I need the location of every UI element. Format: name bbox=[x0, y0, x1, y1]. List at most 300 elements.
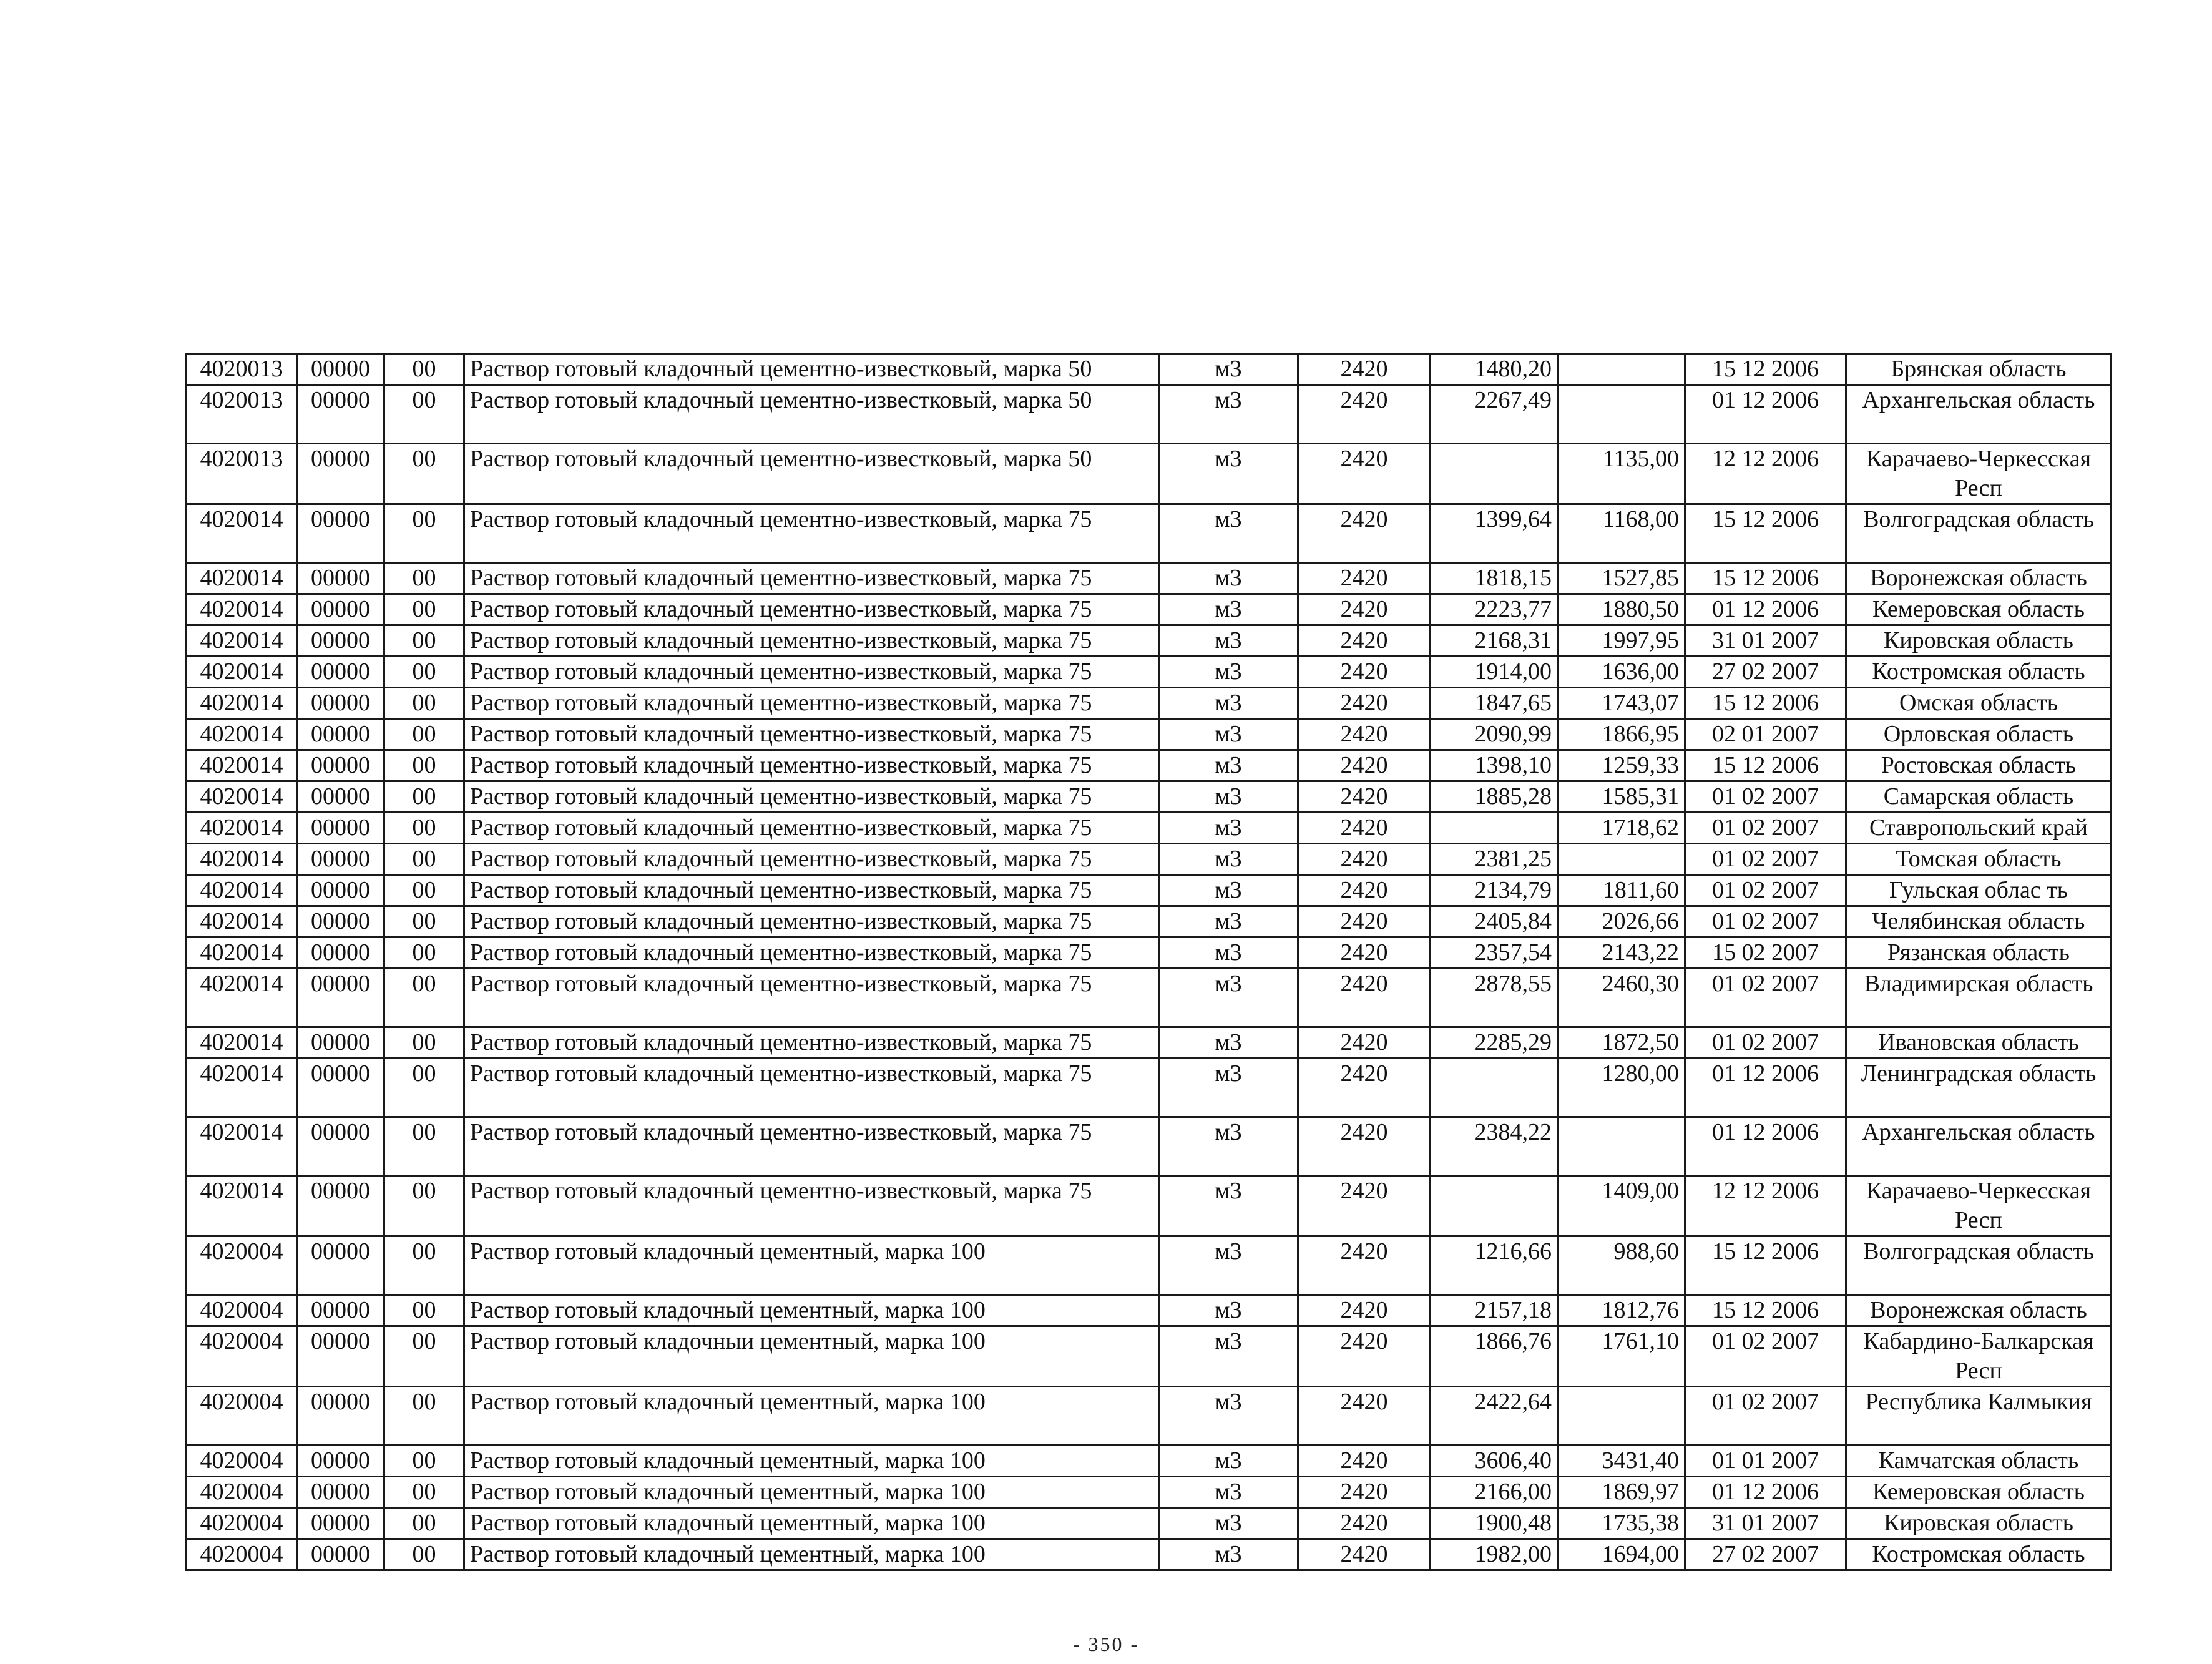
cell-product-name: Раствор готовый кладочный цементно-известковый, марка 75 bbox=[464, 875, 1159, 906]
cell-price-1 bbox=[1431, 813, 1558, 844]
cell-okved: 2420 bbox=[1298, 444, 1431, 504]
cell-version: 00 bbox=[384, 937, 464, 969]
cell-version: 00 bbox=[384, 1236, 464, 1295]
cell-version: 00 bbox=[384, 969, 464, 1027]
cell-code: 4020014 bbox=[187, 906, 297, 937]
cell-date: 01 12 2006 bbox=[1685, 1477, 1846, 1508]
cell-unit: м3 bbox=[1159, 781, 1298, 813]
cell-unit: м3 bbox=[1159, 504, 1298, 563]
table-row bbox=[187, 444, 2112, 504]
cell-region: Кемеровская область bbox=[1846, 594, 2112, 625]
cell-date: 27 02 2007 bbox=[1685, 1539, 1846, 1570]
cell-product-name: Раствор готовый кладочный цементный, марка 100 bbox=[464, 1539, 1159, 1570]
cell-okved: 2420 bbox=[1298, 969, 1431, 1027]
cell-region: Омская область bbox=[1846, 688, 2112, 719]
cell-version: 00 bbox=[384, 354, 464, 385]
cell-subcode: 00000 bbox=[297, 1027, 384, 1059]
cell-version: 00 bbox=[384, 563, 464, 594]
cell-region: Орловская область bbox=[1846, 719, 2112, 750]
cell-unit: м3 bbox=[1159, 719, 1298, 750]
cell-product-name: Раствор готовый кладочный цементный, марка 100 bbox=[464, 1508, 1159, 1539]
cell-region: Волгоградская область bbox=[1846, 1236, 2112, 1295]
cell-version: 00 bbox=[384, 1027, 464, 1059]
cell-price-2: 1585,31 bbox=[1558, 781, 1685, 813]
table-row bbox=[187, 1236, 2112, 1295]
cell-price-1 bbox=[1431, 444, 1558, 504]
cell-price-2 bbox=[1558, 385, 1685, 444]
cell-price-2: 1811,60 bbox=[1558, 875, 1685, 906]
cell-version: 00 bbox=[384, 504, 464, 563]
cell-code: 4020004 bbox=[187, 1387, 297, 1446]
cell-okved: 2420 bbox=[1298, 844, 1431, 875]
cell-date: 01 02 2007 bbox=[1685, 1387, 1846, 1446]
cell-price-1: 1480,20 bbox=[1431, 354, 1558, 385]
cell-unit: м3 bbox=[1159, 385, 1298, 444]
cell-version: 00 bbox=[384, 385, 464, 444]
table-row bbox=[187, 688, 2112, 719]
cell-version: 00 bbox=[384, 444, 464, 504]
cell-region: Архангельская область bbox=[1846, 385, 2112, 444]
cell-region: Ставропольский край bbox=[1846, 813, 2112, 844]
cell-region: Ростовская область bbox=[1846, 750, 2112, 781]
cell-code: 4020004 bbox=[187, 1236, 297, 1295]
cell-price-1 bbox=[1431, 1176, 1558, 1236]
cell-product-name: Раствор готовый кладочный цементно-известковый, марка 75 bbox=[464, 1027, 1159, 1059]
cell-okved: 2420 bbox=[1298, 1236, 1431, 1295]
cell-product-name: Раствор готовый кладочный цементно-известковый, марка 75 bbox=[464, 844, 1159, 875]
cell-unit: м3 bbox=[1159, 563, 1298, 594]
table-row bbox=[187, 875, 2112, 906]
cell-date: 15 12 2006 bbox=[1685, 354, 1846, 385]
cell-code: 4020014 bbox=[187, 1027, 297, 1059]
cell-unit: м3 bbox=[1159, 813, 1298, 844]
cell-subcode: 00000 bbox=[297, 1236, 384, 1295]
cell-unit: м3 bbox=[1159, 1236, 1298, 1295]
cell-price-1: 2090,99 bbox=[1431, 719, 1558, 750]
cell-subcode: 00000 bbox=[297, 504, 384, 563]
cell-date: 01 02 2007 bbox=[1685, 1027, 1846, 1059]
cell-date: 15 12 2006 bbox=[1685, 563, 1846, 594]
cell-product-name: Раствор готовый кладочный цементно-известковый, марка 75 bbox=[464, 750, 1159, 781]
cell-subcode: 00000 bbox=[297, 750, 384, 781]
cell-subcode: 00000 bbox=[297, 688, 384, 719]
cell-price-1: 1885,28 bbox=[1431, 781, 1558, 813]
cell-product-name: Раствор готовый кладочный цементно-известковый, марка 75 bbox=[464, 594, 1159, 625]
cell-price-1: 1818,15 bbox=[1431, 563, 1558, 594]
cell-price-2: 1866,95 bbox=[1558, 719, 1685, 750]
cell-version: 00 bbox=[384, 594, 464, 625]
cell-date: 01 12 2006 bbox=[1685, 594, 1846, 625]
cell-date: 15 12 2006 bbox=[1685, 688, 1846, 719]
cell-product-name: Раствор готовый кладочный цементно-известковый, марка 75 bbox=[464, 563, 1159, 594]
table-row bbox=[187, 354, 2112, 385]
cell-subcode: 00000 bbox=[297, 657, 384, 688]
cell-version: 00 bbox=[384, 688, 464, 719]
table-row bbox=[187, 1027, 2112, 1059]
cell-product-name: Раствор готовый кладочный цементно-известковый, марка 75 bbox=[464, 1059, 1159, 1117]
cell-okved: 2420 bbox=[1298, 719, 1431, 750]
cell-unit: м3 bbox=[1159, 688, 1298, 719]
cell-region: Карачаево-Черкесская Респ bbox=[1846, 444, 2112, 504]
cell-price-2: 1735,38 bbox=[1558, 1508, 1685, 1539]
cell-price-1: 2405,84 bbox=[1431, 906, 1558, 937]
cell-okved: 2420 bbox=[1298, 1059, 1431, 1117]
cell-okved: 2420 bbox=[1298, 1387, 1431, 1446]
cell-subcode: 00000 bbox=[297, 444, 384, 504]
cell-price-2 bbox=[1558, 354, 1685, 385]
cell-okved: 2420 bbox=[1298, 1295, 1431, 1326]
cell-date: 01 02 2007 bbox=[1685, 969, 1846, 1027]
cell-price-1: 1847,65 bbox=[1431, 688, 1558, 719]
cell-subcode: 00000 bbox=[297, 969, 384, 1027]
table-row bbox=[187, 750, 2112, 781]
cell-region: Кабардино-Балкарская Респ bbox=[1846, 1326, 2112, 1387]
cell-version: 00 bbox=[384, 1176, 464, 1236]
cell-subcode: 00000 bbox=[297, 1539, 384, 1570]
cell-code: 4020013 bbox=[187, 444, 297, 504]
cell-date: 15 12 2006 bbox=[1685, 1295, 1846, 1326]
cell-unit: м3 bbox=[1159, 844, 1298, 875]
cell-price-1: 2285,29 bbox=[1431, 1027, 1558, 1059]
cell-code: 4020004 bbox=[187, 1477, 297, 1508]
price-table bbox=[185, 353, 2112, 1571]
cell-subcode: 00000 bbox=[297, 1117, 384, 1176]
cell-okved: 2420 bbox=[1298, 657, 1431, 688]
table-row bbox=[187, 657, 2112, 688]
cell-code: 4020014 bbox=[187, 813, 297, 844]
cell-price-1: 1216,66 bbox=[1431, 1236, 1558, 1295]
cell-price-1: 1866,76 bbox=[1431, 1326, 1558, 1387]
cell-price-1: 2267,49 bbox=[1431, 385, 1558, 444]
cell-subcode: 00000 bbox=[297, 1477, 384, 1508]
cell-unit: м3 bbox=[1159, 1387, 1298, 1446]
cell-unit: м3 bbox=[1159, 625, 1298, 657]
cell-subcode: 00000 bbox=[297, 844, 384, 875]
table-row bbox=[187, 1117, 2112, 1176]
cell-region: Воронежская область bbox=[1846, 563, 2112, 594]
cell-price-1: 2168,31 bbox=[1431, 625, 1558, 657]
table-row bbox=[187, 969, 2112, 1027]
cell-region: Карачаево-Черкесская Респ bbox=[1846, 1176, 2112, 1236]
cell-subcode: 00000 bbox=[297, 875, 384, 906]
cell-subcode: 00000 bbox=[297, 1446, 384, 1477]
cell-date: 01 02 2007 bbox=[1685, 875, 1846, 906]
cell-product-name: Раствор готовый кладочный цементно-известковый, марка 75 bbox=[464, 625, 1159, 657]
cell-product-name: Раствор готовый кладочный цементный, марка 100 bbox=[464, 1387, 1159, 1446]
cell-version: 00 bbox=[384, 1539, 464, 1570]
cell-price-2: 1168,00 bbox=[1558, 504, 1685, 563]
cell-region: Кировская область bbox=[1846, 625, 2112, 657]
cell-unit: м3 bbox=[1159, 750, 1298, 781]
cell-product-name: Раствор готовый кладочный цементный, марка 100 bbox=[464, 1236, 1159, 1295]
cell-date: 15 12 2006 bbox=[1685, 750, 1846, 781]
cell-date: 01 02 2007 bbox=[1685, 781, 1846, 813]
cell-code: 4020014 bbox=[187, 844, 297, 875]
cell-subcode: 00000 bbox=[297, 1295, 384, 1326]
cell-price-2: 1743,07 bbox=[1558, 688, 1685, 719]
table-row bbox=[187, 385, 2112, 444]
cell-price-1: 1399,64 bbox=[1431, 504, 1558, 563]
cell-okved: 2420 bbox=[1298, 813, 1431, 844]
cell-code: 4020014 bbox=[187, 594, 297, 625]
cell-product-name: Раствор готовый кладочный цементно-известковый, марка 75 bbox=[464, 657, 1159, 688]
cell-price-1: 1914,00 bbox=[1431, 657, 1558, 688]
cell-code: 4020014 bbox=[187, 969, 297, 1027]
cell-date: 15 12 2006 bbox=[1685, 1236, 1846, 1295]
cell-unit: м3 bbox=[1159, 1508, 1298, 1539]
cell-okved: 2420 bbox=[1298, 1326, 1431, 1387]
cell-region: Костромская область bbox=[1846, 1539, 2112, 1570]
cell-region: Кировская область bbox=[1846, 1508, 2112, 1539]
cell-date: 01 02 2007 bbox=[1685, 906, 1846, 937]
cell-region: Костромская область bbox=[1846, 657, 2112, 688]
cell-subcode: 00000 bbox=[297, 594, 384, 625]
cell-subcode: 00000 bbox=[297, 813, 384, 844]
cell-price-2: 1636,00 bbox=[1558, 657, 1685, 688]
cell-date: 12 12 2006 bbox=[1685, 1176, 1846, 1236]
cell-subcode: 00000 bbox=[297, 906, 384, 937]
cell-unit: м3 bbox=[1159, 906, 1298, 937]
table-row bbox=[187, 781, 2112, 813]
cell-code: 4020014 bbox=[187, 1176, 297, 1236]
cell-date: 01 01 2007 bbox=[1685, 1446, 1846, 1477]
table-row bbox=[187, 1446, 2112, 1477]
cell-date: 31 01 2007 bbox=[1685, 625, 1846, 657]
cell-version: 00 bbox=[384, 844, 464, 875]
cell-price-2: 2460,30 bbox=[1558, 969, 1685, 1027]
cell-okved: 2420 bbox=[1298, 1117, 1431, 1176]
cell-okved: 2420 bbox=[1298, 875, 1431, 906]
cell-product-name: Раствор готовый кладочный цементно-известковый, марка 50 bbox=[464, 354, 1159, 385]
cell-okved: 2420 bbox=[1298, 937, 1431, 969]
cell-subcode: 00000 bbox=[297, 1326, 384, 1387]
cell-unit: м3 bbox=[1159, 1446, 1298, 1477]
cell-version: 00 bbox=[384, 1508, 464, 1539]
cell-price-2: 2143,22 bbox=[1558, 937, 1685, 969]
cell-price-2: 988,60 bbox=[1558, 1236, 1685, 1295]
cell-date: 01 12 2006 bbox=[1685, 385, 1846, 444]
cell-price-2: 1761,10 bbox=[1558, 1326, 1685, 1387]
cell-okved: 2420 bbox=[1298, 354, 1431, 385]
cell-region: Волгоградская область bbox=[1846, 504, 2112, 563]
cell-price-1: 1398,10 bbox=[1431, 750, 1558, 781]
cell-unit: м3 bbox=[1159, 875, 1298, 906]
cell-price-1: 2134,79 bbox=[1431, 875, 1558, 906]
cell-region: Владимирская область bbox=[1846, 969, 2112, 1027]
cell-subcode: 00000 bbox=[297, 354, 384, 385]
cell-code: 4020014 bbox=[187, 504, 297, 563]
cell-version: 00 bbox=[384, 1117, 464, 1176]
cell-subcode: 00000 bbox=[297, 1508, 384, 1539]
cell-price-1: 2878,55 bbox=[1431, 969, 1558, 1027]
cell-okved: 2420 bbox=[1298, 1446, 1431, 1477]
cell-version: 00 bbox=[384, 875, 464, 906]
cell-price-2: 3431,40 bbox=[1558, 1446, 1685, 1477]
cell-okved: 2420 bbox=[1298, 688, 1431, 719]
cell-price-2: 2026,66 bbox=[1558, 906, 1685, 937]
table-row bbox=[187, 504, 2112, 563]
cell-okved: 2420 bbox=[1298, 1477, 1431, 1508]
cell-date: 01 02 2007 bbox=[1685, 813, 1846, 844]
table-row bbox=[187, 1539, 2112, 1570]
cell-product-name: Раствор готовый кладочный цементный, марка 100 bbox=[464, 1477, 1159, 1508]
table-row bbox=[187, 594, 2112, 625]
cell-version: 00 bbox=[384, 750, 464, 781]
cell-code: 4020014 bbox=[187, 657, 297, 688]
cell-okved: 2420 bbox=[1298, 504, 1431, 563]
cell-code: 4020014 bbox=[187, 688, 297, 719]
cell-subcode: 00000 bbox=[297, 385, 384, 444]
cell-price-1: 2223,77 bbox=[1431, 594, 1558, 625]
cell-subcode: 00000 bbox=[297, 1387, 384, 1446]
cell-price-2: 1280,00 bbox=[1558, 1059, 1685, 1117]
cell-unit: м3 bbox=[1159, 354, 1298, 385]
cell-price-1: 1982,00 bbox=[1431, 1539, 1558, 1570]
cell-region: Рязанская область bbox=[1846, 937, 2112, 969]
cell-version: 00 bbox=[384, 1477, 464, 1508]
cell-date: 15 02 2007 bbox=[1685, 937, 1846, 969]
cell-unit: м3 bbox=[1159, 1117, 1298, 1176]
cell-code: 4020013 bbox=[187, 385, 297, 444]
cell-code: 4020014 bbox=[187, 750, 297, 781]
cell-region: Самарская область bbox=[1846, 781, 2112, 813]
cell-okved: 2420 bbox=[1298, 906, 1431, 937]
cell-price-1: 2422,64 bbox=[1431, 1387, 1558, 1446]
cell-code: 4020004 bbox=[187, 1508, 297, 1539]
cell-version: 00 bbox=[384, 1387, 464, 1446]
cell-okved: 2420 bbox=[1298, 563, 1431, 594]
cell-price-2 bbox=[1558, 1117, 1685, 1176]
cell-okved: 2420 bbox=[1298, 594, 1431, 625]
cell-unit: м3 bbox=[1159, 444, 1298, 504]
cell-price-2: 1869,97 bbox=[1558, 1477, 1685, 1508]
cell-okved: 2420 bbox=[1298, 1508, 1431, 1539]
cell-code: 4020014 bbox=[187, 781, 297, 813]
cell-region: Ленинградская область bbox=[1846, 1059, 2112, 1117]
cell-subcode: 00000 bbox=[297, 781, 384, 813]
cell-unit: м3 bbox=[1159, 1059, 1298, 1117]
cell-product-name: Раствор готовый кладочный цементный, марка 100 bbox=[464, 1446, 1159, 1477]
cell-subcode: 00000 bbox=[297, 1176, 384, 1236]
cell-date: 15 12 2006 bbox=[1685, 504, 1846, 563]
cell-price-1: 2357,54 bbox=[1431, 937, 1558, 969]
cell-subcode: 00000 bbox=[297, 625, 384, 657]
cell-product-name: Раствор готовый кладочный цементно-известковый, марка 75 bbox=[464, 719, 1159, 750]
cell-code: 4020013 bbox=[187, 354, 297, 385]
cell-product-name: Раствор готовый кладочный цементно-известковый, марка 75 bbox=[464, 1117, 1159, 1176]
cell-price-1: 1900,48 bbox=[1431, 1508, 1558, 1539]
table-row bbox=[187, 1295, 2112, 1326]
cell-unit: м3 bbox=[1159, 1477, 1298, 1508]
cell-region: Камчатская область bbox=[1846, 1446, 2112, 1477]
cell-okved: 2420 bbox=[1298, 385, 1431, 444]
cell-unit: м3 bbox=[1159, 1326, 1298, 1387]
cell-version: 00 bbox=[384, 781, 464, 813]
cell-product-name: Раствор готовый кладочный цементно-известковый, марка 75 bbox=[464, 504, 1159, 563]
table-row bbox=[187, 1477, 2112, 1508]
cell-version: 00 bbox=[384, 719, 464, 750]
cell-price-2: 1812,76 bbox=[1558, 1295, 1685, 1326]
cell-code: 4020014 bbox=[187, 625, 297, 657]
cell-product-name: Раствор готовый кладочный цементно-известковый, марка 75 bbox=[464, 969, 1159, 1027]
cell-version: 00 bbox=[384, 1326, 464, 1387]
cell-price-2: 1694,00 bbox=[1558, 1539, 1685, 1570]
cell-price-2: 1259,33 bbox=[1558, 750, 1685, 781]
cell-region: Воронежская область bbox=[1846, 1295, 2112, 1326]
cell-version: 00 bbox=[384, 657, 464, 688]
cell-unit: м3 bbox=[1159, 1295, 1298, 1326]
table-row bbox=[187, 1508, 2112, 1539]
cell-product-name: Раствор готовый кладочный цементно-известковый, марка 75 bbox=[464, 688, 1159, 719]
cell-version: 00 bbox=[384, 1059, 464, 1117]
cell-date: 02 01 2007 bbox=[1685, 719, 1846, 750]
cell-code: 4020014 bbox=[187, 875, 297, 906]
cell-date: 01 02 2007 bbox=[1685, 1326, 1846, 1387]
cell-subcode: 00000 bbox=[297, 563, 384, 594]
cell-product-name: Раствор готовый кладочныи цементный, марка 100 bbox=[464, 1326, 1159, 1387]
cell-price-2: 1718,62 bbox=[1558, 813, 1685, 844]
cell-code: 4020004 bbox=[187, 1446, 297, 1477]
cell-code: 4020004 bbox=[187, 1295, 297, 1326]
table-row bbox=[187, 1387, 2112, 1446]
cell-code: 4020004 bbox=[187, 1326, 297, 1387]
cell-unit: м3 bbox=[1159, 937, 1298, 969]
cell-product-name: Раствор готовый кладочный цементно-известковый, марка 75 bbox=[464, 781, 1159, 813]
cell-unit: м3 bbox=[1159, 657, 1298, 688]
cell-price-2: 1409,00 bbox=[1558, 1176, 1685, 1236]
cell-product-name: Раствор готовый кладочный цементный, марка 100 bbox=[464, 1295, 1159, 1326]
cell-price-2: 1880,50 bbox=[1558, 594, 1685, 625]
cell-date: 01 02 2007 bbox=[1685, 844, 1846, 875]
cell-product-name: Раствор готовый кладочный цементно-известковый, марка 75 bbox=[464, 906, 1159, 937]
cell-price-1: 3606,40 bbox=[1431, 1446, 1558, 1477]
cell-version: 00 bbox=[384, 813, 464, 844]
cell-date: 27 02 2007 bbox=[1685, 657, 1846, 688]
table-row bbox=[187, 719, 2112, 750]
table-row bbox=[187, 1326, 2112, 1387]
cell-date: 01 12 2006 bbox=[1685, 1117, 1846, 1176]
cell-region: Брянская область bbox=[1846, 354, 2112, 385]
cell-region: Челябинская область bbox=[1846, 906, 2112, 937]
cell-price-2: 1872,50 bbox=[1558, 1027, 1685, 1059]
cell-price-1 bbox=[1431, 1059, 1558, 1117]
cell-product-name: Раствор готовый кладочный цементно-известковый, марка 50 bbox=[464, 385, 1159, 444]
cell-region: Архангельская область bbox=[1846, 1117, 2112, 1176]
cell-code: 4020014 bbox=[187, 719, 297, 750]
table-row bbox=[187, 1176, 2112, 1236]
cell-okved: 2420 bbox=[1298, 625, 1431, 657]
cell-okved: 2420 bbox=[1298, 1027, 1431, 1059]
cell-okved: 2420 bbox=[1298, 1539, 1431, 1570]
cell-unit: м3 bbox=[1159, 1539, 1298, 1570]
cell-subcode: 00000 bbox=[297, 719, 384, 750]
table-row bbox=[187, 906, 2112, 937]
cell-unit: м3 bbox=[1159, 969, 1298, 1027]
cell-unit: м3 bbox=[1159, 1176, 1298, 1236]
cell-price-2 bbox=[1558, 1387, 1685, 1446]
cell-okved: 2420 bbox=[1298, 781, 1431, 813]
cell-price-2: 1135,00 bbox=[1558, 444, 1685, 504]
cell-product-name: Раствор готовый кладочный цементно-известковый, марка 75 bbox=[464, 937, 1159, 969]
cell-code: 4020014 bbox=[187, 937, 297, 969]
cell-version: 00 bbox=[384, 1295, 464, 1326]
cell-subcode: 00000 bbox=[297, 1059, 384, 1117]
cell-date: 12 12 2006 bbox=[1685, 444, 1846, 504]
cell-unit: м3 bbox=[1159, 594, 1298, 625]
cell-product-name: Раствор готовый кладочный цементно-известковый, марка 50 bbox=[464, 444, 1159, 504]
table-row bbox=[187, 937, 2112, 969]
cell-date: 01 12 2006 bbox=[1685, 1059, 1846, 1117]
